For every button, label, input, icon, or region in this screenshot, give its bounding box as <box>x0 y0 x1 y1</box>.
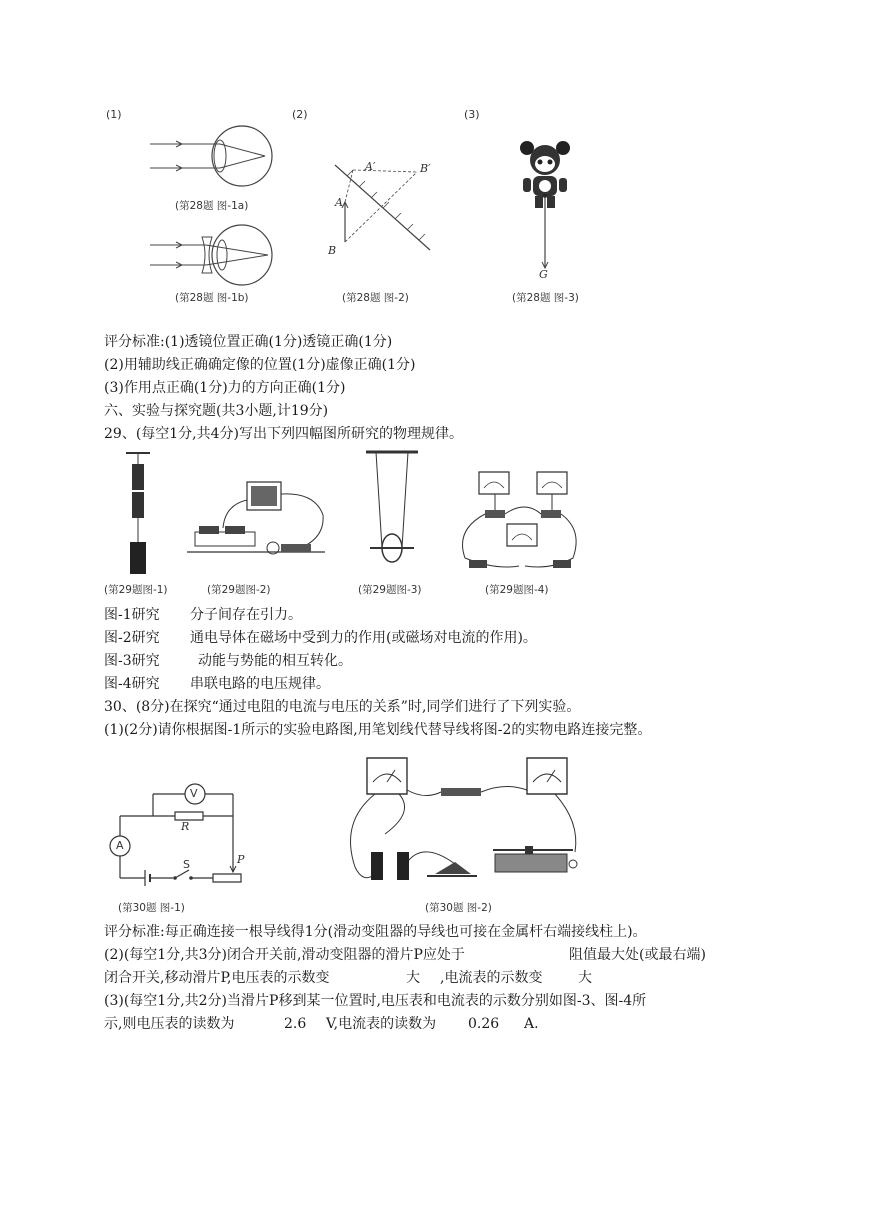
maxwell-pendulum-diagram <box>362 448 422 578</box>
fig30-2-caption: (第30题 图-2) <box>425 902 492 914</box>
fig29-2-caption: (第29题图-2) <box>207 584 271 596</box>
lead-cylinders-diagram <box>118 450 158 580</box>
scoring28-line-2: (2)用辅助线正确确定像的位置(1分)虚像正确(1分) <box>104 357 416 373</box>
slider-symbol-label: P <box>237 853 245 866</box>
label-b-prime: B′ <box>420 162 431 175</box>
q30-part3-line-1: (3)(每空1分,共2分)当滑片P移到某一位置时,电压表和电流表的示数分别如图-3、图-4所 <box>104 993 647 1009</box>
q29-answer-2: 图-2研究 通电导体在磁场中受到力的作用(或磁场对电流的作用)。 <box>104 630 537 646</box>
circuit-schematic <box>105 780 250 885</box>
resistor-symbol-label: R <box>181 820 190 833</box>
voltmeter-symbol-label: V <box>190 787 198 800</box>
fig28-3-caption: (第28题 图-3) <box>512 292 579 304</box>
q29-stem: 29、(每空1分,共4分)写出下列四幅图所研究的物理规律。 <box>104 426 464 442</box>
q30-scoring: 评分标准:每正确连接一根导线得1分(滑动变阻器的导线也可接在金属杆右端接线柱上)。 <box>104 924 647 940</box>
q30-part1: (1)(2分)请你根据图-1所示的实验电路图,用笔划线代替导线将图-2的实物电路连接完整。 <box>104 722 652 738</box>
eye-convex-lens-diagram <box>150 120 280 200</box>
q30-part3-line-2: 示,则电压表的读数为 2.6 V,电流表的读数为 0.26 A. <box>104 1016 539 1032</box>
label-b: B <box>328 244 337 257</box>
switch-symbol-label: S <box>183 858 190 871</box>
fig28-1b-caption: (第28题 图-1b) <box>175 292 249 304</box>
scoring28-line-1: 评分标准:(1)透镜位置正确(1分)透镜正确(1分) <box>104 334 393 350</box>
q30-part2-line-1: (2)(每空1分,共3分)闭合开关前,滑动变阻器的滑片P应处于 阻值最大处(或最右端) <box>104 947 706 963</box>
fig28-part3-label: (3) <box>464 108 480 121</box>
q29-answer-1: 图-1研究 分子间存在引力。 <box>104 607 302 623</box>
eye-concave-lens-diagram <box>150 215 280 295</box>
fig28-part1-label: (1) <box>106 108 122 121</box>
scoring28-line-3: (3)作用点正确(1分)力的方向正确(1分) <box>104 380 346 396</box>
ammeter-symbol-label: A <box>116 839 124 852</box>
section6-title: 六、实验与探究题(共3小题,计19分) <box>104 403 329 419</box>
physical-circuit-diagram <box>345 752 590 892</box>
fig28-1a-caption: (第28题 图-1a) <box>175 200 249 212</box>
fig29-1-caption: (第29题图-1) <box>104 584 168 596</box>
label-a-prime: A′ <box>365 160 376 173</box>
q29-answer-3: 图-3研究 动能与势能的相互转化。 <box>104 653 352 669</box>
q30-stem: 30、(8分)在探究“通过电阻的电流与电压的关系”时,同学们进行了下列实验。 <box>104 699 581 715</box>
q30-part2-line-2: 闭合开关,移动滑片P,电压表的示数变 大 ,电流表的示数变 大 <box>104 970 592 986</box>
fig29-4-caption: (第29题图-4) <box>485 584 549 596</box>
fig28-part2-label: (2) <box>292 108 308 121</box>
current-in-magnetic-field-diagram <box>185 470 330 575</box>
label-a: A <box>335 196 343 209</box>
fig29-3-caption: (第29题图-3) <box>358 584 422 596</box>
fig28-2-caption: (第28题 图-2) <box>342 292 409 304</box>
mascot-gravity-diagram <box>515 140 575 275</box>
plane-mirror-diagram <box>325 160 435 260</box>
q29-answer-4: 图-4研究 串联电路的电压规律。 <box>104 676 330 692</box>
series-circuit-voltmeters-diagram <box>455 470 585 578</box>
label-g: G <box>539 268 548 281</box>
fig30-1-caption: (第30题 图-1) <box>118 902 185 914</box>
